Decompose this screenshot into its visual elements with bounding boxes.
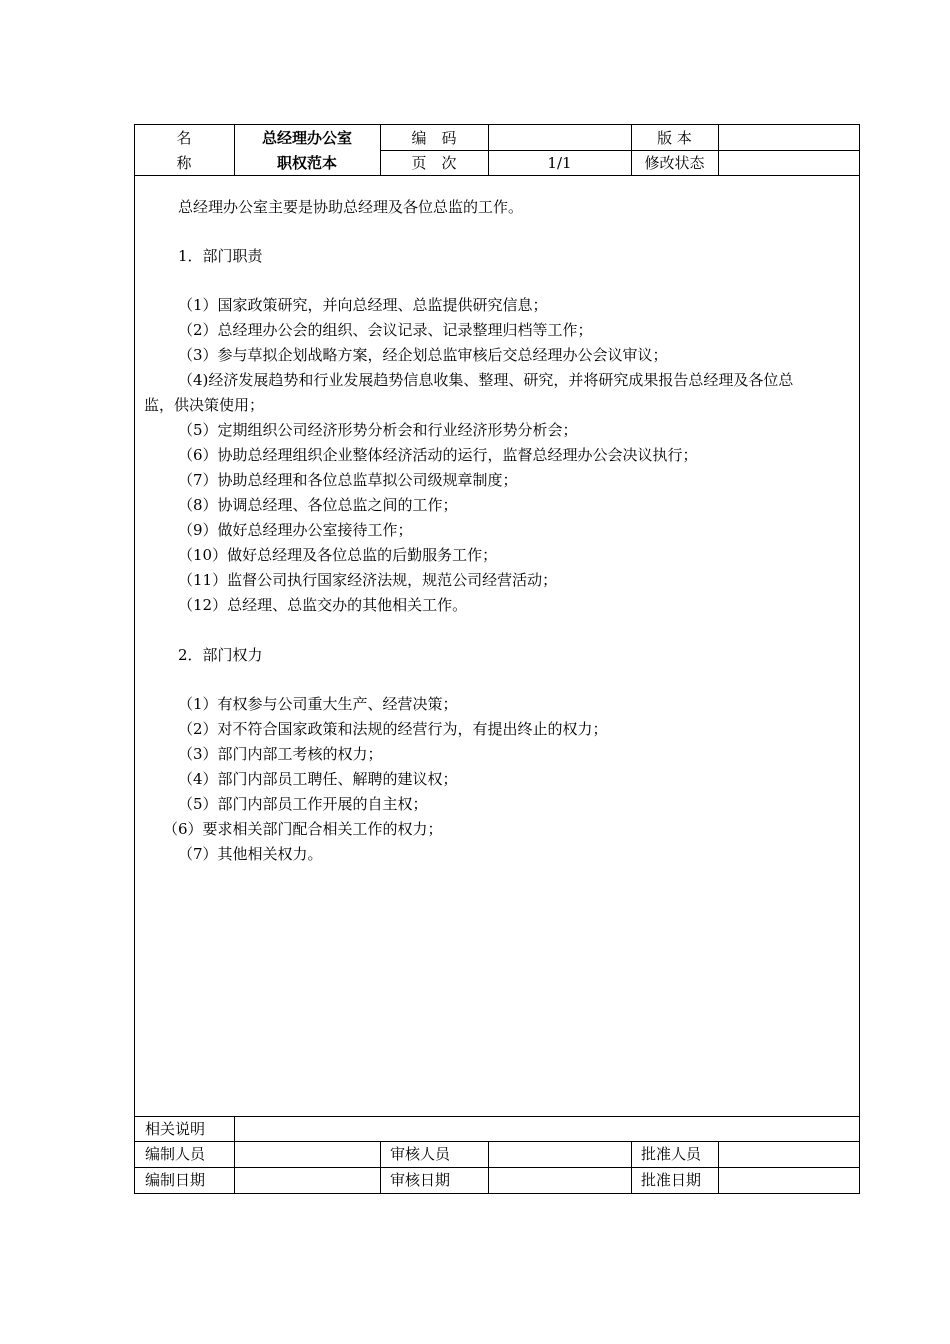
list-item: （7）协助总经理和各位总监草拟公司级规章制度； [178, 471, 518, 489]
list-item: （8）协调总经理、各位总监之间的工作； [178, 496, 458, 514]
list-item: （2）对不符合国家政策和法规的经营行为，有提出终止的权力； [178, 720, 608, 738]
header-bottom-line [134, 175, 860, 176]
list-item: （7）其他相关权力。 [178, 845, 323, 863]
list-item: （6）协助总经理组织企业整体经济活动的运行，监督总经理办公会决议执行； [178, 446, 698, 464]
footer-top-line [134, 1116, 860, 1117]
section1-title: 1．部门职责 [178, 247, 263, 265]
footer-col-4 [631, 1141, 632, 1194]
page-label: 页 次 [411, 154, 457, 172]
footer-col-5 [718, 1141, 719, 1194]
prepared-date-label: 编制日期 [145, 1171, 206, 1189]
version-label: 版 本 [657, 129, 692, 147]
footer-col-2 [380, 1141, 381, 1194]
list-item: （6）要求相关部门配合相关工作的权力； [163, 820, 443, 838]
page-value: 1/1 [547, 154, 572, 172]
list-item-continuation: 监，供决策使用； [144, 396, 265, 414]
list-item: （3）部门内部工考核的权力； [178, 745, 383, 763]
list-item: （11）监督公司执行国家经济法规，规范公司经营活动； [178, 571, 558, 589]
section2-title: 2．部门权力 [178, 646, 263, 664]
list-item: （10）做好总经理及各位总监的后勤服务工作； [178, 546, 498, 564]
revision-label: 修改状态 [644, 154, 705, 172]
list-item: （5）定期组织公司经济形势分析会和行业经济形势分析会； [178, 421, 578, 439]
list-item: （1）有权参与公司重大生产、经营决策； [178, 695, 458, 713]
list-item: （3）参与草拟企划战略方案，经企划总监审核后交总经理办公会议审议； [178, 346, 668, 364]
name-label-line1: 名 [176, 129, 192, 147]
header-col-5 [718, 124, 719, 175]
footer-col-3 [488, 1141, 489, 1194]
list-item: （9）做好总经理办公室接待工作； [178, 521, 413, 539]
notes-label: 相关说明 [145, 1120, 206, 1138]
name-label-line2: 称 [176, 154, 192, 172]
prepared-by-label: 编制人员 [145, 1145, 206, 1163]
list-item: （4）部门内部员工聘任、解聘的建议权； [178, 770, 458, 788]
list-item: （5）部门内部员工作开展的自主权； [178, 795, 428, 813]
list-item: （4)经济发展趋势和行业发展趋势信息收集、整理、研究，并将研究成果报告总经理及各位总 [178, 371, 794, 389]
list-item: （1）国家政策研究，并向总经理、总监提供研究信息； [178, 296, 548, 314]
code-label: 编 码 [411, 129, 457, 147]
reviewed-by-label: 审核人员 [390, 1145, 451, 1163]
footer-row-line-1 [134, 1141, 860, 1142]
document-title-line1: 总经理办公室 [261, 129, 352, 147]
list-item: （12）总经理、总监交办的其他相关工作。 [178, 596, 468, 614]
footer-row-line-2 [134, 1167, 860, 1168]
header-divider [380, 150, 860, 151]
document-title-line2: 职权范本 [276, 154, 337, 172]
approved-date-label: 批准日期 [641, 1171, 702, 1189]
reviewed-date-label: 审核日期 [390, 1171, 451, 1189]
list-item: （2）总经理办公会的组织、会议记录、记录整理归档等工作； [178, 321, 593, 339]
footer-col-1 [234, 1116, 235, 1194]
approved-by-label: 批准人员 [641, 1145, 702, 1163]
intro-paragraph: 总经理办公室主要是协助总经理及各位总监的工作。 [178, 198, 524, 216]
